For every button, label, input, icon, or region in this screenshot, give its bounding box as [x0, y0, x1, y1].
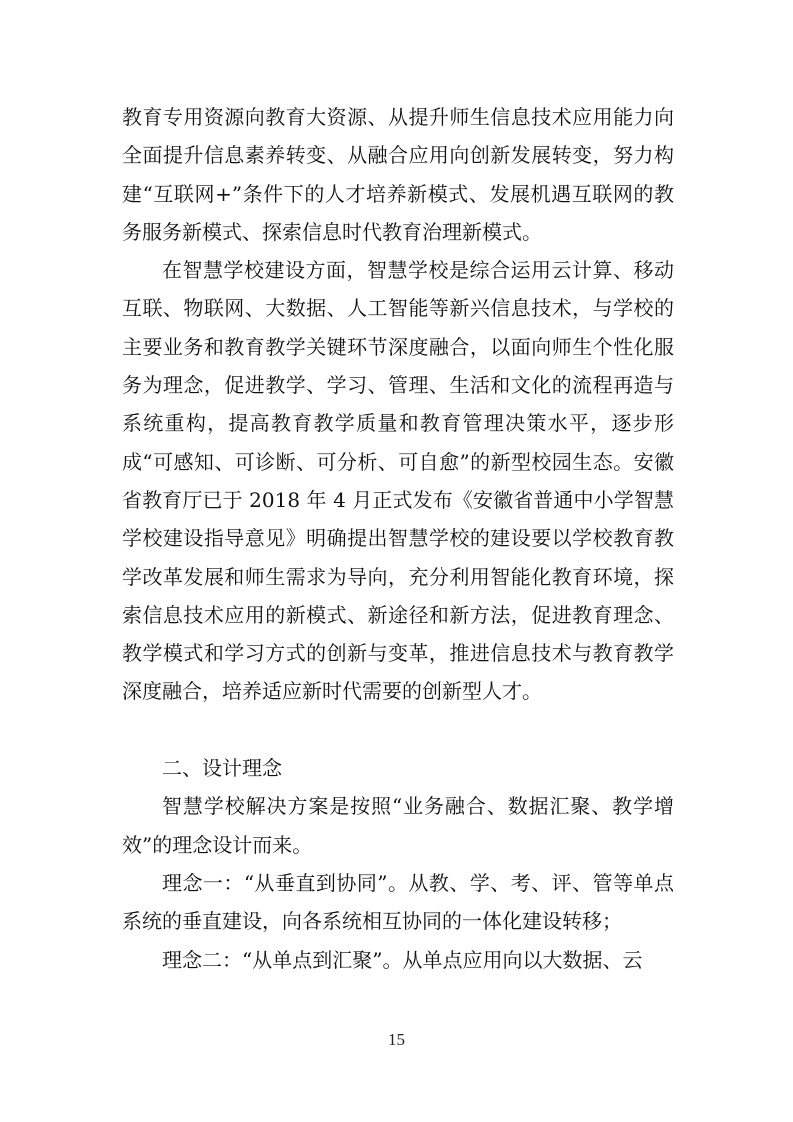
page-number: 15: [388, 1030, 405, 1049]
paragraph-continued: 教育专用资源向教育大资源、从提升师生信息技术应用能力向全面提升信息素养转变、从融合应用向创新发展转变，努力构建“互联网+”条件下的人才培养新模式、发展机遇互联网的教务服务新模式、探索信息时代教育治理新模式。: [122, 105, 674, 244]
section-heading: 二、设计理念: [162, 756, 282, 781]
paragraph-concept-one: 理念一：“从垂直到协同”。从教、学、考、评、管等单点系统的垂直建设，向各系统相互协同的一体化建设转移；: [122, 870, 674, 934]
section-spacer: [122, 711, 674, 749]
document-body: [122, 98, 674, 979]
paragraph-smart-school-construction: 在智慧学校建设方面，智慧学校是综合运用云计算、移动互联、物联网、大数据、人工智能等新兴信息技术，与学校的主要业务和教育教学关键环节深度融合，以面向师生个性化服务为理念，促进教学、学习、管理、生活和文化的流程再造与系统重构，提高教育教学质量和教育管理决策水平，逐步形成“可感知、可诊断、可分析、可自愈”的新型校园生态。安徽省教育厅已于 2018 年 4 月正式发布《安徽省普通中小学智慧学校建设指导意见》明确提出智慧学校的建设要以学校教育教学改革发展和师生需求为导向，充分利用智能化教育环境，探索信息技术应用的新模式、新途径和新方法，促进教育理念、教学模式和学习方式的创新与变革，推进信息技术与教育教学深度融合，培养适应新时代需要的创新型人才。: [122, 258, 674, 704]
paragraph-concept-two: 理念二：“从单点到汇聚”。从单点应用向以大数据、云: [162, 947, 643, 972]
paragraph-design-concept-intro: 智慧学校解决方案是按照“业务融合、数据汇聚、教学增效”的理念设计而来。: [122, 794, 674, 857]
